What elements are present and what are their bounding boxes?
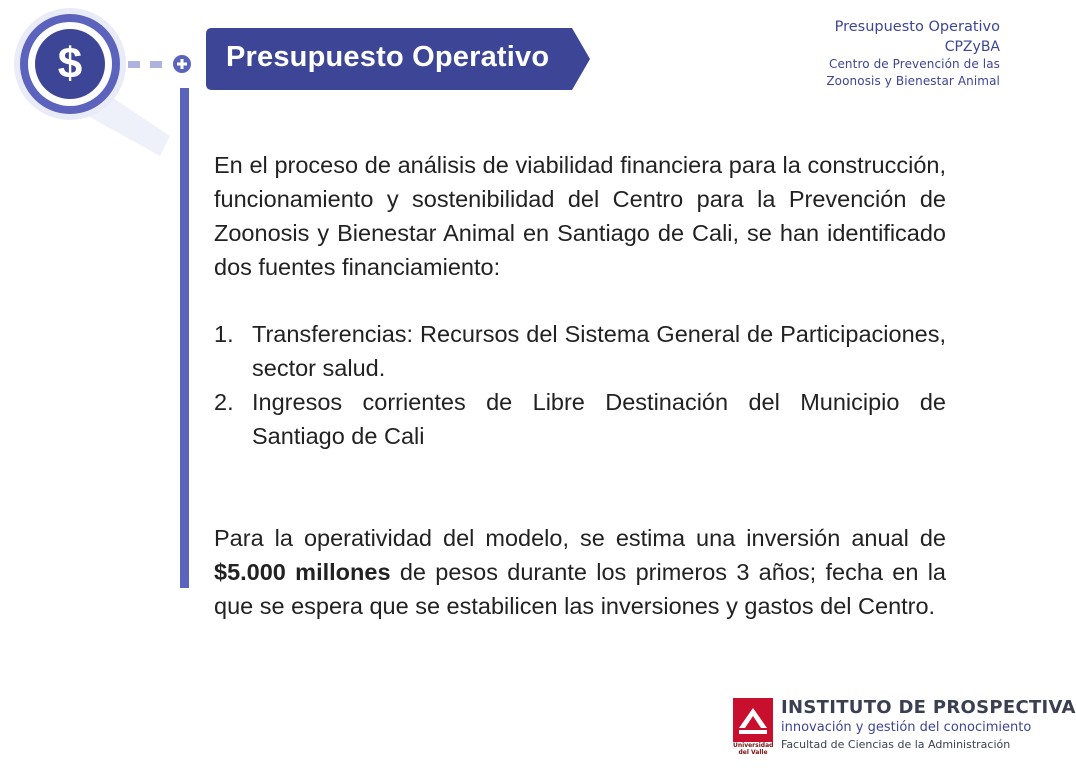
accent-bar: [180, 88, 189, 588]
closing-text-end: de pesos durante los primeros 3 años; fecha en la que se espera que se estabilicen las inversiones y gastos del Centro.: [214, 559, 946, 619]
university-name-line1: Universidad: [733, 742, 774, 749]
list-item-number: 2.: [214, 389, 234, 415]
closing-paragraph: [214, 521, 946, 623]
institute-name: INSTITUTO DE PROSPECTIVA: [781, 697, 1076, 718]
funding-sources-list: [214, 317, 946, 453]
header-org-line2: Zoonosis y Bienestar Animal: [826, 73, 1000, 88]
list-item: [214, 385, 946, 453]
investment-amount: $5.000 millones: [214, 559, 391, 585]
dollar-emblem: [10, 6, 200, 176]
list-item-text: Ingresos corrientes de Libre Destinación del Municipio de Santiago de Cali: [252, 389, 946, 449]
institute-tagline: innovación y gestión del conocimiento: [781, 720, 1032, 735]
university-caption: [733, 742, 773, 756]
header-title: Presupuesto Operativo: [834, 19, 1000, 35]
footer-logos: [733, 696, 1076, 758]
institute-block: [781, 696, 1076, 754]
dollar-coin-icon: [10, 6, 200, 176]
main-content: [214, 148, 946, 623]
header-info: [720, 18, 1000, 89]
faculty-name: Facultad de Ciencias de la Administración: [781, 738, 1011, 751]
intro-paragraph: En el proceso de análisis de viabilidad financiera para la construcción, funcionamiento y sostenibilidad del Centro para la Prevención de Zoonosis y Bienestar Animal en Santiago de Cali, se han identificado dos fuentes financiamiento:: [214, 152, 946, 280]
dollar-symbol: $: [57, 39, 83, 88]
header-org-line1: Centro de Prevención de las: [828, 57, 1000, 72]
title-banner: [206, 28, 590, 90]
list-item-number: 1.: [214, 321, 234, 347]
university-name-line2: del Valle: [738, 749, 768, 756]
list-item-text: Transferencias: Recursos del Sistema General de Participaciones, sector salud.: [252, 321, 946, 381]
university-logo: [733, 698, 773, 756]
page-title: Presupuesto Operativo: [226, 41, 550, 73]
list-item: [214, 317, 946, 385]
closing-text-start: Para la operatividad del modelo, se estima una inversión anual de: [214, 525, 946, 551]
header-acronym: CPZyBA: [944, 38, 1000, 55]
university-shield-icon: [733, 698, 773, 742]
